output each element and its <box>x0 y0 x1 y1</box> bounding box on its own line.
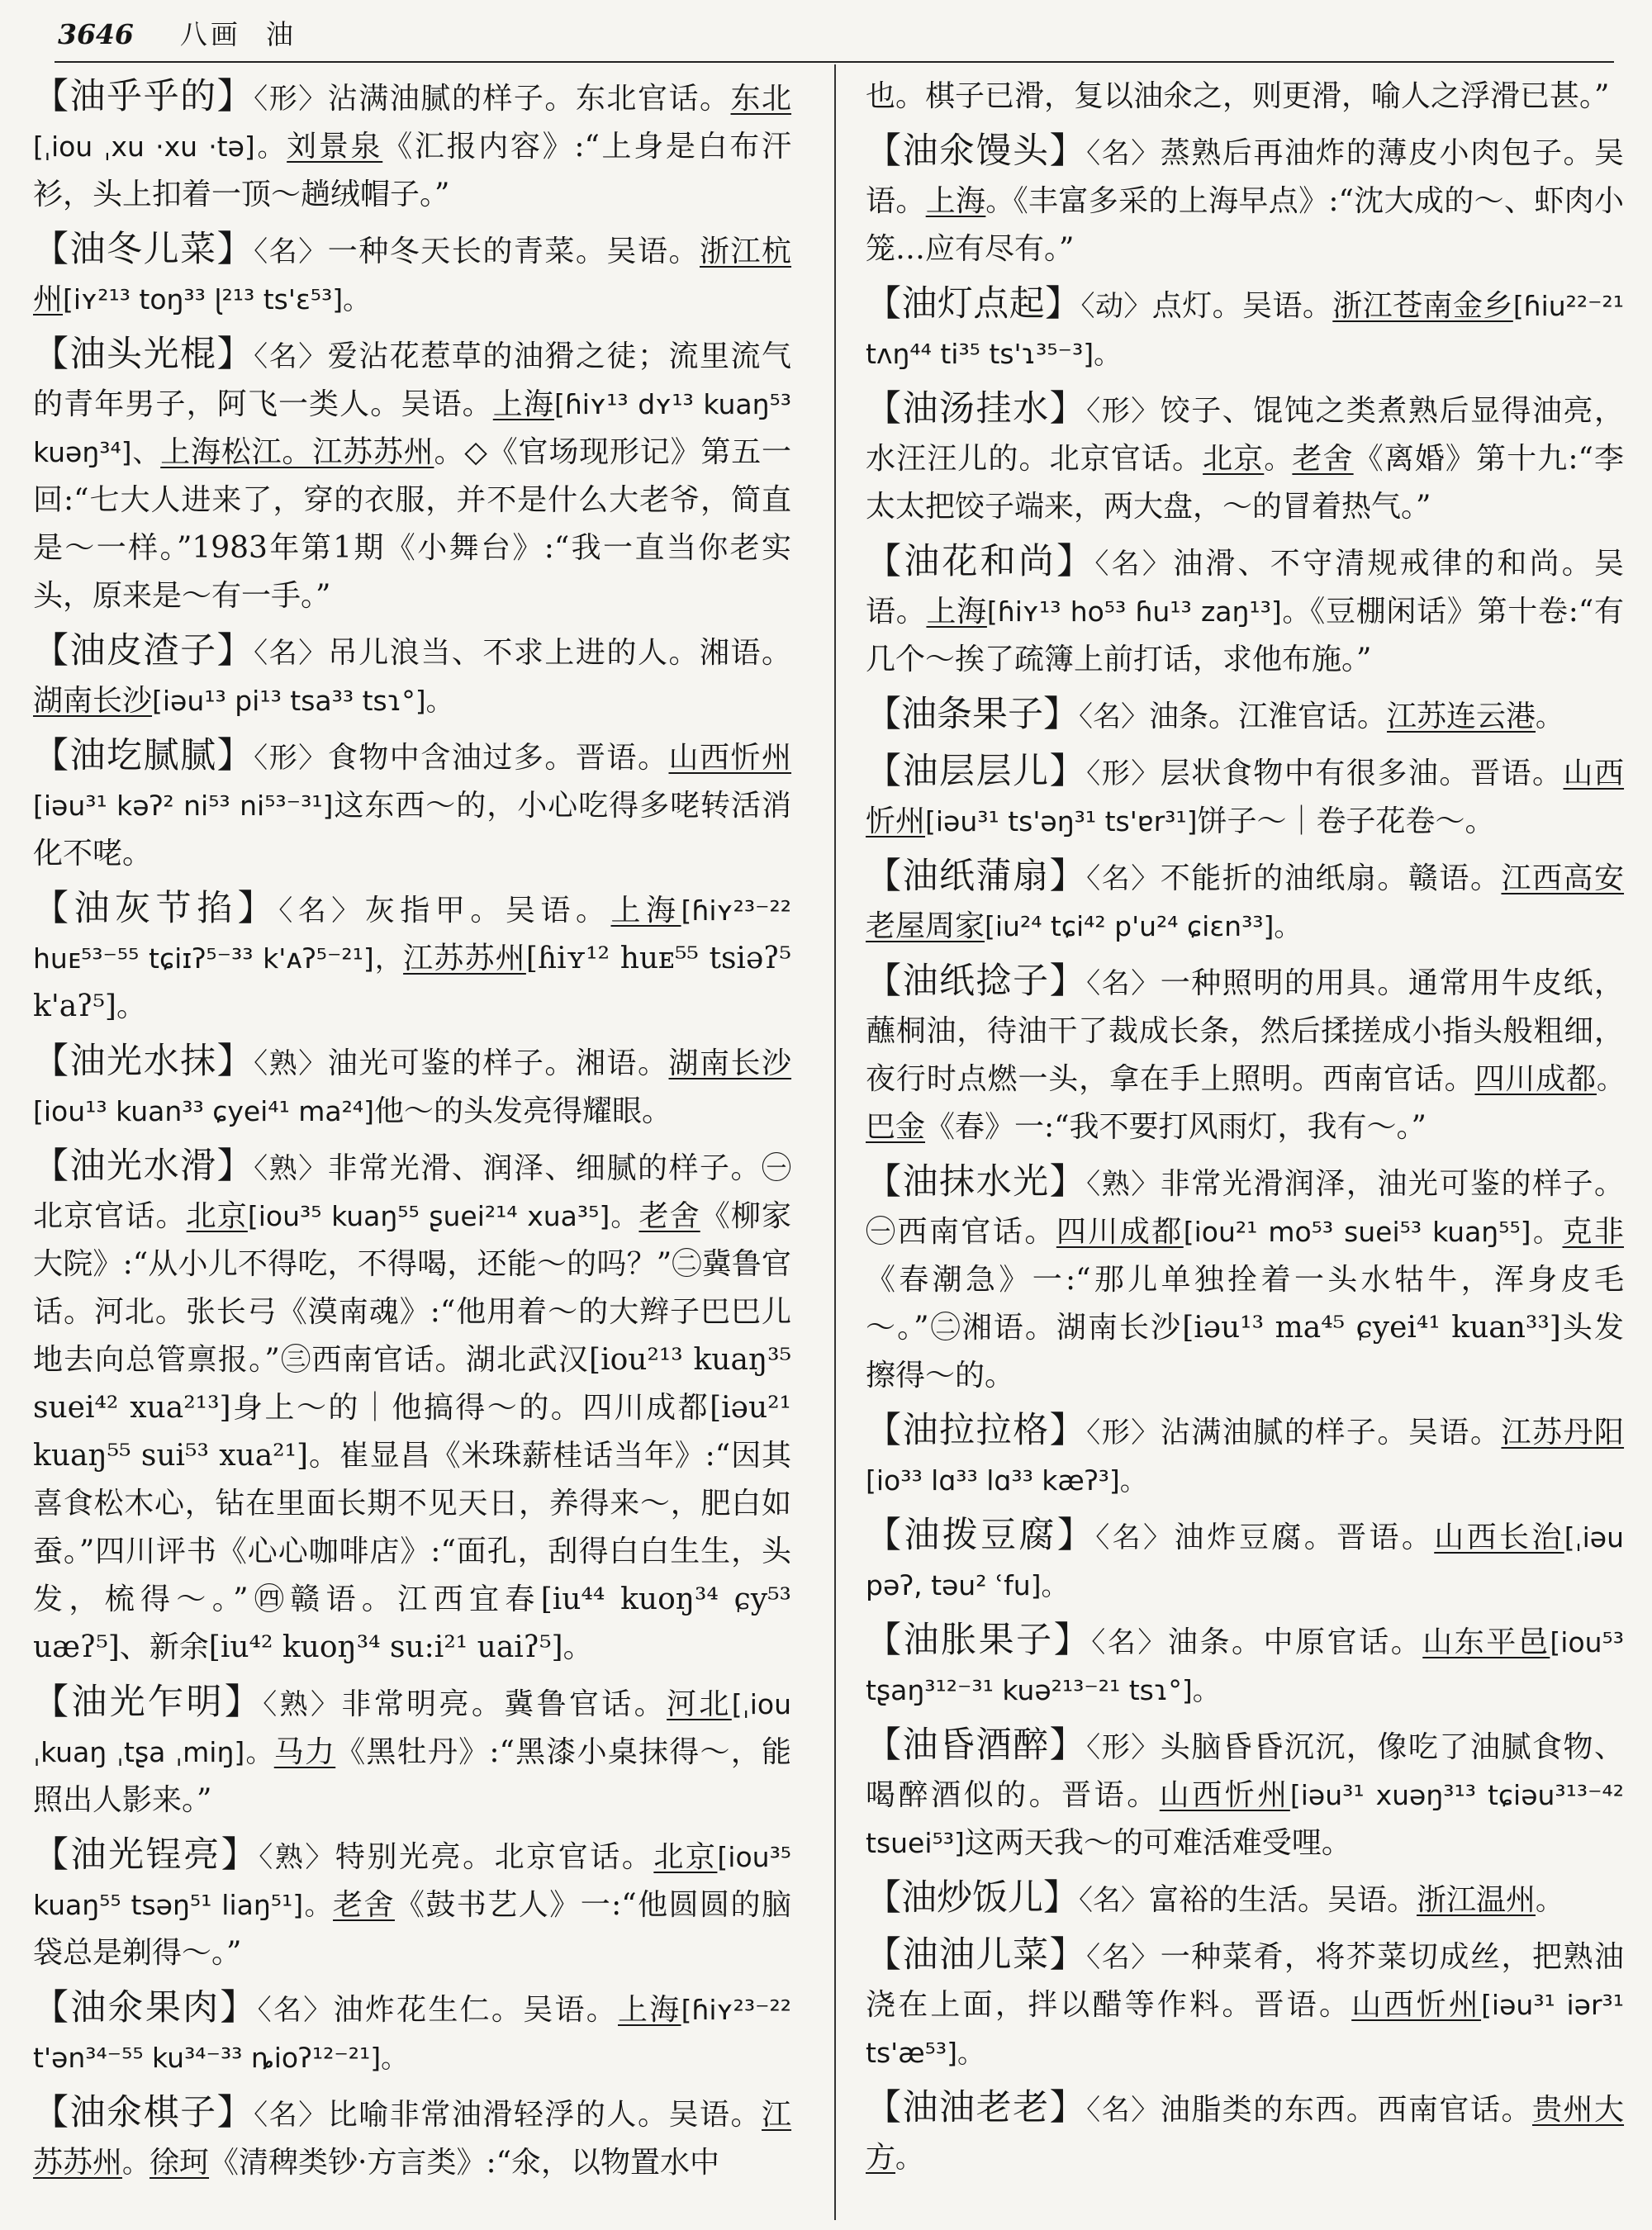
dictionary-entry <box>866 385 1624 531</box>
dialect-location: 江西高安老屋周家 <box>866 861 1625 943</box>
citation-source: 江苏苏州 <box>403 942 526 975</box>
citation-source: 老舍 <box>333 1888 395 1922</box>
entry-headword: 【油头光棍】 <box>33 334 254 375</box>
page-header <box>58 13 1611 59</box>
entry-headword: 【油灯点起】 <box>866 283 1081 325</box>
dialect-location: 山西忻州 <box>1351 1988 1482 2022</box>
entry-headword: 【油光乍明】 <box>33 1682 263 1723</box>
entry-headword: 【油灰节掐】 <box>33 888 279 929</box>
part-of-speech: 〈名〉 <box>1079 700 1149 733</box>
citation-text: [ɦiʏ¹² huᴇ⁵⁵ tsiəʔ⁵ k'aʔ⁵]。 <box>33 942 791 1023</box>
definition-text: 也。棋子已滑，复以油氽之，则更滑，喻人之浮滑已甚。” <box>866 79 1610 113</box>
pronunciation: [io³³ lɑ³³ lɑ³³ kæʔ³]。 <box>866 1464 1147 1497</box>
citation-source: 刘景泉 <box>287 130 383 164</box>
part-of-speech: 〈名〉 <box>1086 137 1161 170</box>
part-of-speech: 〈名〉 <box>1086 967 1161 1000</box>
part-of-speech: 〈名〉 <box>257 1994 334 2027</box>
citation-text: 《鼓书艺人》一:“他圆圆的脑袋总是剃得～。” <box>33 1888 791 1970</box>
part-of-speech: 〈熟〉 <box>263 1688 342 1721</box>
part-of-speech: 〈名〉 <box>1086 862 1161 895</box>
pronunciation: [iəu³¹ kəʔ² ni⁵³ ni⁵³⁻³¹] <box>33 790 334 822</box>
part-of-speech: 〈名〉 <box>1079 1884 1149 1917</box>
dictionary-entry <box>33 732 791 878</box>
dictionary-entry <box>33 1142 791 1672</box>
dialect-location: 浙江杭州 <box>33 235 792 316</box>
pronunciation: [ɦiʏ¹³ ho⁵³ ɦu¹³ zaŋ¹³]。 <box>986 595 1311 628</box>
dialect-location: 贵州大方 <box>866 2093 1625 2175</box>
header-rule <box>55 61 1614 63</box>
part-of-speech: 〈形〉 <box>1086 757 1161 790</box>
dialect-location: 江苏连云港 <box>1387 700 1536 733</box>
definition-text: 非常明亮。冀鲁官话。 <box>341 1687 667 1721</box>
definition-text: 油条。中原官话。 <box>1167 1625 1423 1659</box>
dialect-location: 湖南长沙 <box>668 1046 792 1080</box>
definition-text: 点灯。吴语。 <box>1151 289 1333 323</box>
pronunciation: [ˌiəu pəʔ, təu² ʿfu]。 <box>866 1521 1625 1601</box>
citation-text: 《豆棚闲话》第十卷:“有几个～挨了疏簿上前打话，求他布施。” <box>866 595 1624 676</box>
entry-headword: 【油拉拉格】 <box>866 1410 1087 1451</box>
part-of-speech: 〈形〉 <box>254 742 328 775</box>
part-of-speech: 〈动〉 <box>1080 290 1152 323</box>
part-of-speech: 〈熟〉 <box>259 1841 335 1874</box>
definition-text: 特别光亮。北京官话。 <box>335 1840 654 1874</box>
pronunciation: [iou²¹ mo⁵³ suei⁵³ kuaŋ⁵⁵]。 <box>1183 1216 1563 1248</box>
citation-source: 巴金 <box>866 1110 926 1144</box>
pronunciation: [ɦiu²²⁻²¹ tʌŋ⁴⁴ ti³⁵ ts'ɿ³⁵⁻³]。 <box>866 290 1625 370</box>
pronunciation: [ɦiʏ¹³ dʏ¹³ kuaŋ⁵³ kuəŋ³⁴]、 <box>33 388 791 468</box>
dictionary-entry <box>866 1874 1624 1924</box>
definition-text: 油炸花生仁。吴语。 <box>333 1993 618 2027</box>
citation-source: 马力 <box>273 1735 336 1769</box>
citation-text: 《春》一:“我不要打风雨灯，我有～。” <box>925 1110 1427 1144</box>
dictionary-entry <box>866 690 1624 741</box>
dictionary-entry <box>866 1511 1624 1610</box>
entry-headword: 【油条果子】 <box>866 694 1079 735</box>
dialect-location: 江苏丹阳 <box>1501 1416 1625 1450</box>
definition-text: 非常光滑润泽，油光可鉴的样子。㊀西南官话。 <box>866 1167 1625 1249</box>
part-of-speech: 〈名〉 <box>1095 1521 1175 1554</box>
dictionary-entry <box>33 1984 791 2082</box>
definition-text: 非常光滑、润泽、细腻的样子。㊀北京官话。 <box>33 1151 792 1233</box>
entry-headword: 【油纸捻子】 <box>866 961 1087 1002</box>
pronunciation: [ɦiʏ²³⁻²² huᴇ⁵³⁻⁵⁵ tɕiɪʔ⁵⁻³³ k'ᴀʔ⁵⁻²¹]， <box>33 894 791 975</box>
dictionary-entry <box>866 1616 1624 1715</box>
dictionary-entry <box>33 330 791 620</box>
citation-text: 《柳家大院》:“从小儿不得吃，不得喝，还能～的吗？”㊁冀鲁官话。河北。张长弓《漠南魂》:“他用着～的大辫子巴巴儿地去向总管禀报。”㊂西南官话。湖北武汉[iou²¹³ kuaŋ³⁵ suei⁴² xua²¹³]身上～的｜他搞得～的。四川成都[iəu²¹ kuaŋ⁵⁵ sui⁵³ xua²¹]。崔显昌《米珠薪桂话当年》:“因其喜食松木心，钻在里面长期不见天日，养得来～，肥白如蚕。”四川评书《心心咖啡店》:“面孔，刮得白白生生，头发，梳得～。”㊃赣语。江西宜春[iu⁴⁴ kuoŋ³⁴ ɕy⁵³ uæʔ⁵]、新余[iu⁴² kuoŋ³⁴ su:i²¹ uaiʔ⁵]。 <box>33 1199 791 1664</box>
entry-headword: 【油层层儿】 <box>866 751 1087 792</box>
dictionary-entry <box>866 538 1624 684</box>
citation-text: 这两天我～的可难活难受哩。 <box>964 1826 1351 1860</box>
part-of-speech: 〈名〉 <box>254 637 328 670</box>
dictionary-entry <box>866 747 1624 846</box>
entry-headword: 【油汤挂水】 <box>866 388 1087 429</box>
pronunciation: [iou¹³ kuan³³ ɕyei⁴¹ ma²⁴] <box>33 1095 374 1127</box>
entry-headword: 【油炒饭儿】 <box>866 1877 1079 1919</box>
entry-headword: 【油光锃亮】 <box>33 1834 259 1876</box>
definition-text: 一种照明的用具。通常用牛皮纸，蘸桐油，待油干了裁成长条，然后揉搓成小指头般粗细，夜行时点燃一头，拿在手上照明。西南官话。 <box>866 966 1625 1096</box>
dialect-location: 山西长治 <box>1434 1521 1564 1554</box>
pronunciation: [iʏ²¹³ toŋ³³ ɭ²¹³ ts'ɛ⁵³]。 <box>63 283 371 316</box>
citation-text: 饼子～｜卷子花卷～。 <box>1197 804 1495 838</box>
citation-text: 他～的头发亮得耀眼。 <box>373 1094 672 1128</box>
dialect-location: 东北 <box>730 82 792 116</box>
part-of-speech: 〈名〉 <box>1086 2094 1161 2127</box>
part-of-speech: 〈熟〉 <box>254 1152 328 1185</box>
citation-text: 《汇报内容》:“上身是白布汗衫，头上扣着一顶～趟绒帽子。” <box>33 130 791 211</box>
pronunciation: [iou³⁵ kuaŋ⁵⁵ ʂuei²¹⁴ xua³⁵]。 <box>247 1200 639 1232</box>
dialect-location: 山东平邑 <box>1422 1625 1550 1659</box>
definition-text: 食物中含油过多。晋语。 <box>327 741 669 775</box>
entry-headword: 【油冬儿菜】 <box>33 229 254 270</box>
dictionary-entry <box>33 1037 791 1136</box>
dialect-location: 上海 <box>926 595 987 629</box>
pronunciation: 。 <box>1536 700 1564 733</box>
dictionary-entry <box>33 627 791 725</box>
part-of-speech: 〈名〉 <box>254 235 328 268</box>
left-column <box>33 73 791 2212</box>
definition-text: 比喻非常油滑轻浮的人。吴语。 <box>327 2098 762 2132</box>
pronunciation: 。 <box>122 2147 150 2179</box>
column-divider <box>834 64 836 2220</box>
part-of-speech: 〈形〉 <box>1086 1731 1161 1764</box>
definition-text: 油脂类的东西。西南官话。 <box>1160 2093 1532 2127</box>
pronunciation: [ˌiou ˌxu ·xu ·tə]。 <box>33 130 287 163</box>
definition-text: 沾满油腻的样子。吴语。 <box>1160 1416 1502 1450</box>
definition-text: 层状食物中有很多油。晋语。 <box>1160 757 1564 790</box>
part-of-speech: 〈形〉 <box>1086 1416 1161 1450</box>
part-of-speech: 〈名〉 <box>254 340 328 373</box>
citation-text: 《丰富多采的上海早点》:“沈大成的～、虾肉小笼…应有尽有。” <box>866 184 1624 266</box>
dictionary-entry <box>866 1158 1624 1400</box>
definition-text: 灰指甲。吴语。 <box>364 894 611 928</box>
dictionary-entry <box>866 957 1624 1151</box>
definition-text: 一种冬天长的青菜。吴语。 <box>327 235 700 268</box>
dictionary-entry <box>33 885 791 1031</box>
dialect-location: 上海 <box>618 1993 681 2027</box>
definition-text: 富裕的生活。吴语。 <box>1149 1883 1417 1917</box>
citation-text: 。◇《官场现形记》第五一回:“七大人进来了，穿的衣服，并不是什么大老爷，简直是～一样。”1983年第1期《小舞台》:“我一直当你老实头，原来是～有一手。” <box>33 435 792 613</box>
dialect-location: 上海 <box>492 387 555 421</box>
definition-text: 油炸豆腐。晋语。 <box>1174 1521 1435 1554</box>
pronunciation: [iəu³¹ ts'əŋ³¹ ts'ɐr³¹] <box>925 805 1198 837</box>
entry-headword: 【油氽棋子】 <box>33 2092 254 2133</box>
entry-headword: 【油氽馒头】 <box>866 130 1087 172</box>
dictionary-entry <box>33 225 791 324</box>
citation-text: 这东西～的，小心吃得多咾转活消化不咾。 <box>33 789 791 871</box>
entry-headword: 【油拨豆腐】 <box>866 1515 1096 1556</box>
definition-text: 吊儿浪当、不求上进的人。湘语。 <box>327 636 792 670</box>
part-of-speech: 〈形〉 <box>1086 395 1161 428</box>
dialect-location: 江苏苏州 <box>33 2098 792 2180</box>
pronunciation: [iou⁵³ tʂaŋ³¹²⁻³¹ kuə²¹³⁻²¹ tsɿ°]。 <box>866 1626 1625 1706</box>
dialect-location: 浙江苍南金乡 <box>1332 289 1513 323</box>
definition-text: 油光可鉴的样子。湘语。 <box>327 1046 669 1080</box>
entry-headword: 【油光水滑】 <box>33 1146 254 1187</box>
right-column <box>866 73 1624 2212</box>
dictionary-entry <box>33 73 791 219</box>
part-of-speech: 〈熟〉 <box>254 1047 328 1080</box>
entry-headword: 【油油老老】 <box>866 2087 1087 2128</box>
dictionary-entry <box>866 2084 1624 2182</box>
pronunciation: [ˌiou ˌkuaŋ ˌtʂa ˌmiŋ]。 <box>33 1688 792 1768</box>
definition-text: 爱沾花惹草的油猾之徒；流里流气的青年男子，阿飞一类人。吴语。 <box>33 339 792 421</box>
page-number: 3646 <box>58 18 134 50</box>
citation-source: 老舍 <box>1292 442 1354 476</box>
entry-headword: 【油花和尚】 <box>866 541 1095 582</box>
pronunciation: [iəu³¹ iər³¹ ts'æ⁵³]。 <box>866 1989 1624 2069</box>
entry-headword: 【油氽果肉】 <box>33 1987 258 2028</box>
pronunciation: 。 <box>985 185 1014 217</box>
dictionary-entry <box>866 1407 1624 1505</box>
part-of-speech: 〈熟〉 <box>1086 1168 1161 1201</box>
entry-headword: 【油油儿菜】 <box>866 1934 1087 1976</box>
dictionary-entry <box>866 127 1624 273</box>
part-of-speech: 〈名〉 <box>1086 1941 1161 1974</box>
part-of-speech: 〈形〉 <box>254 83 328 116</box>
dialect-location: 北京 <box>653 1840 718 1874</box>
citation-text: 《清稗类钞·方言类》:“氽，以物置水中 <box>209 2146 720 2180</box>
dialect-location: 山西忻州 <box>668 741 792 775</box>
entry-headword: 【油圪腻腻】 <box>33 735 254 776</box>
entry-headword: 【油昏酒醉】 <box>866 1725 1087 1766</box>
citation-source: 上海松江。江苏苏州 <box>160 435 434 469</box>
pronunciation: [iu²⁴ tɕi⁴² p'u²⁴ ɕiɛn³³]。 <box>985 910 1302 942</box>
dictionary-entry <box>866 1931 1624 2077</box>
dialect-location: 山西忻州 <box>866 757 1625 838</box>
entry-headword: 【油乎乎的】 <box>33 76 254 117</box>
citation-text: 《离婚》第十九:“李太太把饺子端来，两大盘，～的冒着热气。” <box>866 442 1624 524</box>
entry-headword: 【油胀果子】 <box>866 1620 1092 1661</box>
definition-text: 油滑、不守清规戒律的和尚。吴语。 <box>866 547 1625 629</box>
definition-text: 蒸熟后再油炸的薄皮小肉包子。吴语。 <box>866 136 1625 218</box>
pronunciation: [iəu¹³ pi¹³ tsa³³ tsɿ°]。 <box>152 685 453 717</box>
dialect-location: 河北 <box>667 1687 732 1721</box>
definition-text: 饺子、馄饨之类煮熟后显得油亮，水汪汪儿的。北京官话。 <box>866 394 1625 476</box>
definition-text: 沾满油腻的样子。东北官话。 <box>327 82 731 116</box>
dialect-location: 上海 <box>925 184 986 218</box>
citation-source: 老舍 <box>638 1199 700 1233</box>
entry-headword: 【油光水抹】 <box>33 1041 254 1082</box>
pronunciation: [iou³⁵ kuaŋ⁵⁵ tsəŋ⁵¹ liaŋ⁵¹]。 <box>33 1841 792 1921</box>
citation-text: 《黑牡丹》:“黑漆小桌抹得～，能照出人影来。” <box>33 1735 791 1817</box>
definition-text: 头脑昏昏沉沉，像吃了油腻食物、喝醉酒似的。晋语。 <box>866 1730 1625 1812</box>
pronunciation: 。 <box>1536 1884 1564 1916</box>
dialect-location: 北京 <box>1203 442 1265 476</box>
dictionary-entry <box>866 852 1624 951</box>
pronunciation: [ɦiʏ²³⁻²² t'ən³⁴⁻⁵⁵ ku³⁴⁻³³ ȵioʔ¹²⁻²¹]。 <box>33 1994 792 2074</box>
head-character: 油 <box>265 18 293 50</box>
dialect-location: 四川成都 <box>1056 1215 1184 1249</box>
entry-headword: 【油纸蒲扇】 <box>866 856 1087 897</box>
entry-headword: 【油皮渣子】 <box>33 630 254 671</box>
dictionary-entry <box>866 73 1624 121</box>
dialect-location: 北京 <box>186 1199 248 1233</box>
part-of-speech: 〈名〉 <box>1094 548 1174 581</box>
dialect-location: 浙江温州 <box>1417 1883 1536 1917</box>
citation-source: 徐珂 <box>150 2146 210 2180</box>
pronunciation: 。 <box>895 2142 923 2174</box>
citation-text: 《春潮急》一:“那儿单独拴着一头水牯牛，浑身皮毛～。”㊁湘语。湖南长沙[iəu¹³ ma⁴⁵ ɕyei⁴¹ kuan³³]头发擦得～的。 <box>866 1263 1624 1393</box>
dialect-location: 四川成都 <box>1474 1062 1597 1096</box>
definition-text: 油条。江淮官话。 <box>1149 700 1388 733</box>
citation-source: 克非 <box>1562 1215 1624 1249</box>
dialect-location: 山西忻州 <box>1159 1778 1290 1812</box>
part-of-speech: 〈名〉 <box>1091 1626 1168 1659</box>
dialect-location: 湖南长沙 <box>33 684 153 718</box>
definition-text: 一种菜肴，将芥菜切成丝，把熟油浇在上面，拌以醋等作料。晋语。 <box>866 1940 1625 2022</box>
pronunciation: 。 <box>1596 1063 1624 1095</box>
part-of-speech: 〈名〉 <box>254 2099 328 2132</box>
dialect-location: 上海 <box>610 894 681 928</box>
pronunciation: [iəu³¹ xuəŋ³¹³ tɕiəu³¹³⁻⁴² tsuei⁵³] <box>866 1779 1624 1859</box>
dictionary-entry <box>33 1831 791 1977</box>
dictionary-entry <box>33 2089 791 2187</box>
entry-headword: 【油抹水光】 <box>866 1161 1087 1203</box>
dictionary-entry <box>33 1678 791 1824</box>
section-label: 八画 <box>179 18 241 50</box>
part-of-speech: 〈名〉 <box>278 894 365 928</box>
definition-text: 不能折的油纸扇。赣语。 <box>1160 861 1502 895</box>
pronunciation: 。 <box>1264 443 1293 475</box>
dictionary-entry <box>866 280 1624 378</box>
dictionary-entry <box>866 1721 1624 1867</box>
